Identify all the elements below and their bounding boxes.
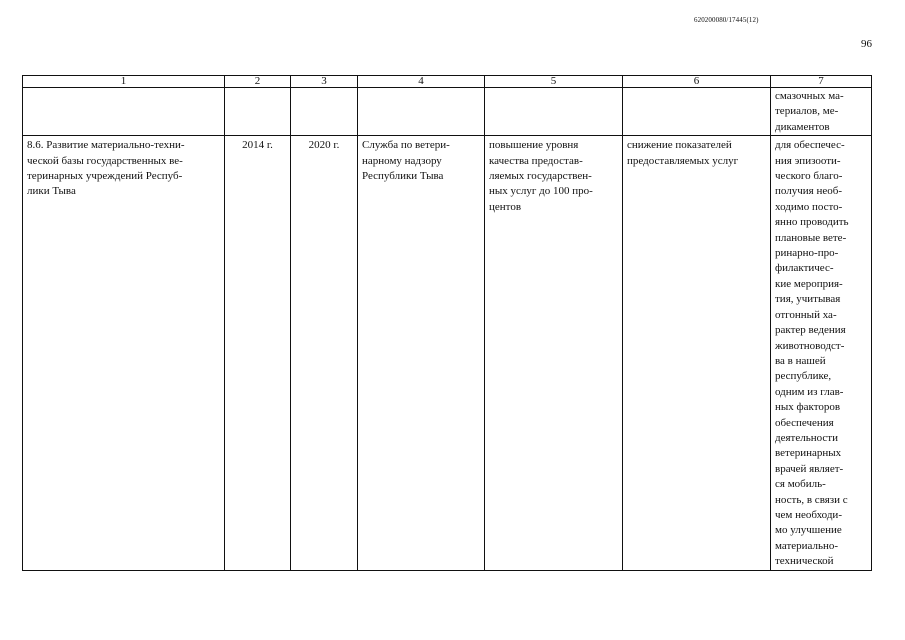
continuation-row: [23, 88, 872, 136]
empty-cell: [623, 88, 771, 136]
consequence-cell: снижение показателей предоставляемых услуг: [623, 136, 771, 570]
page-number: 96: [861, 38, 872, 50]
measure-name-cell: 8.6. Развитие материально-техни- ческой базы государственных ве- теринарных учреждений Респуб- лики Тыва: [23, 136, 225, 570]
end-year-cell: 2020 г.: [291, 136, 358, 570]
column-number-row: [23, 76, 872, 88]
executor-cell: Служба по ветери- нарному надзору Республики Тыва: [358, 136, 485, 570]
justification-cell: для обеспечес- ния эпизооти- ческого благо- получия необ- ходимо посто- янно проводить плановые вете- ринарно-про- филактичес- кие мероприя- тия, учитывая отгонный ха- рактер ведения животноводст- ва в нашей республике, одним из глав- ных факторов обеспечения деятельности ветеринарных врачей являет- ся мобиль- ность, в связи с чем необходи- мо улучшение материально- технической: [771, 136, 872, 570]
document-code: 620200080/17445(12): [694, 16, 759, 24]
empty-cell: [485, 88, 623, 136]
table-row: [23, 136, 872, 570]
column-number: 3: [291, 76, 358, 88]
column-number: 2: [225, 76, 291, 88]
empty-cell: [291, 88, 358, 136]
column-number: 7: [771, 76, 872, 88]
program-table: [22, 75, 872, 571]
empty-cell: [358, 88, 485, 136]
column-number: 5: [485, 76, 623, 88]
empty-cell: [225, 88, 291, 136]
expected-result-cell: повышение уровня качества предостав- ляемых государствен- ных услуг до 100 про- центов: [485, 136, 623, 570]
justification-continuation-cell: смазочных ма- териалов, ме- дикаментов: [771, 88, 872, 136]
empty-cell: [23, 88, 225, 136]
column-number: 4: [358, 76, 485, 88]
column-number: 6: [623, 76, 771, 88]
start-year-cell: 2014 г.: [225, 136, 291, 570]
column-number: 1: [23, 76, 225, 88]
